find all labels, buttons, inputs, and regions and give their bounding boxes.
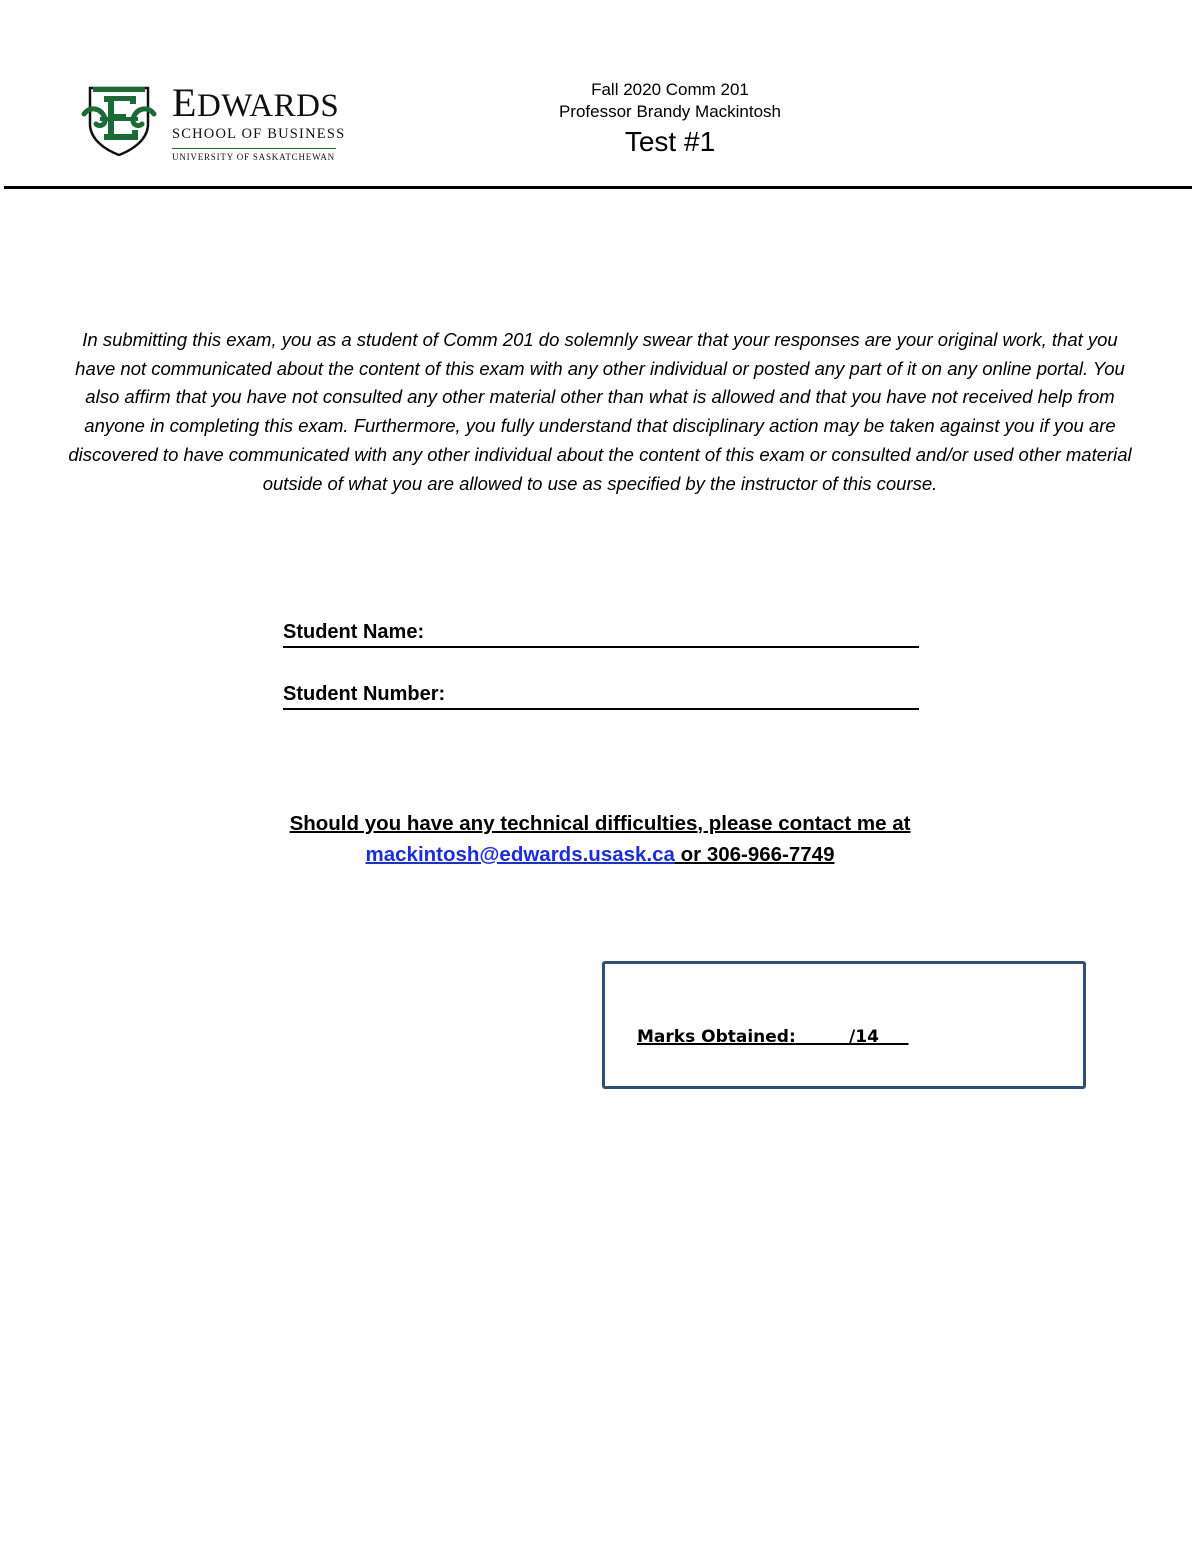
contact-email-link[interactable]: mackintosh@edwards.usask.ca bbox=[365, 843, 675, 866]
logo-university: UNIVERSITY OF SASKATCHEWAN bbox=[172, 152, 335, 162]
logo-school: SCHOOL OF BUSINESS bbox=[172, 126, 346, 142]
shield-e-icon bbox=[80, 84, 158, 156]
student-name-field[interactable] bbox=[283, 620, 919, 648]
edwards-logo bbox=[80, 80, 350, 164]
logo-rule bbox=[172, 148, 336, 149]
student-number-label: Student Number: bbox=[283, 683, 446, 705]
course-title: Fall 2020 Comm 201 bbox=[591, 80, 749, 99]
professor-name: Professor Brandy Mackintosh bbox=[558, 102, 782, 121]
marks-box bbox=[602, 961, 1086, 1089]
logo-wordmark bbox=[172, 80, 352, 163]
marks-label: Marks Obtained: bbox=[637, 1027, 796, 1047]
contact-phone: or 306-966-7749 bbox=[674, 843, 835, 866]
marks-obtained bbox=[637, 1026, 909, 1048]
contact-info bbox=[200, 808, 1000, 870]
logo-name: EDWARDS bbox=[172, 80, 340, 125]
academic-integrity-statement: In submitting this exam, you as a student of Comm 201 do solemnly swear that your responses are your original work, that you have not communicated about the content of this exam with any other individual or posted any part of it on any online portal. You also affirm that you have not consulted any other material other than what is allowed and that you have not received help from anyone in completing this exam. Furthermore, you fully understand that disciplinary action may be taken against you if you are discovered to have communicated with any other individual about the content of this exam or consulted and/or used other material outside of what you are allowed to use as specified by the instructor of this course. bbox=[68, 329, 1132, 494]
contact-line: Should you have any technical difficulties, please contact me at bbox=[289, 812, 911, 835]
student-name-label: Student Name: bbox=[283, 621, 425, 643]
header-divider bbox=[4, 186, 1192, 189]
header-text bbox=[520, 79, 820, 159]
test-title: Test #1 bbox=[624, 126, 716, 157]
student-number-field[interactable] bbox=[283, 682, 919, 710]
marks-total: /14 bbox=[849, 1027, 879, 1047]
